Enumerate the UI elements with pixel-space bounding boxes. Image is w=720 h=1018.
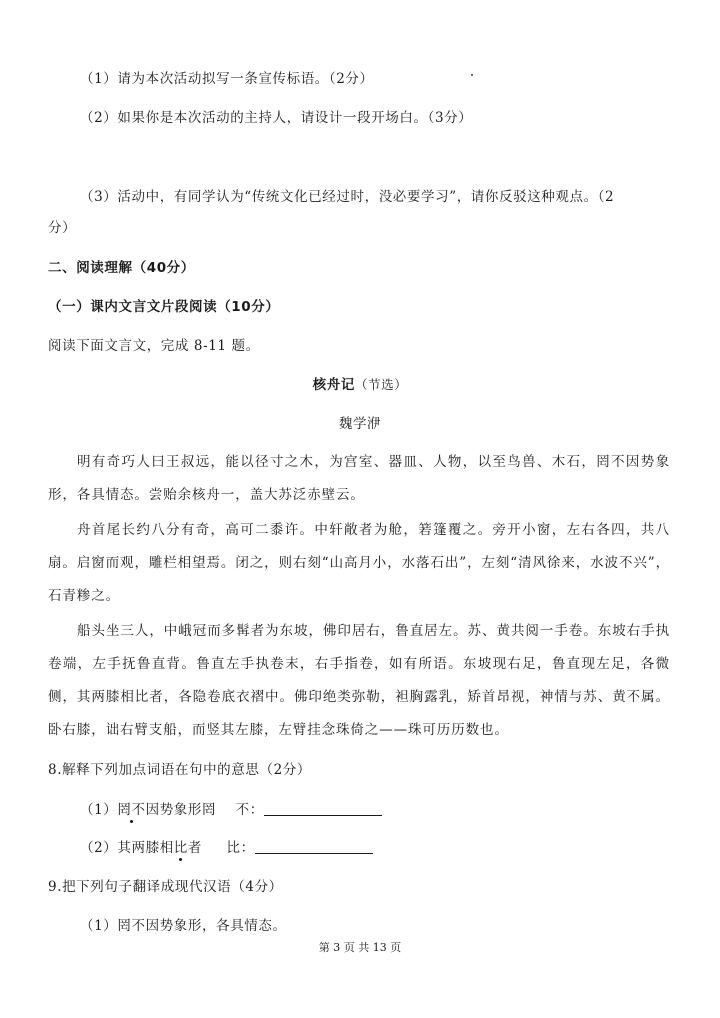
q8-item2-answer-blank[interactable] — [255, 839, 373, 854]
q8-item1-answer-blank[interactable] — [264, 801, 382, 816]
q8-item2-rest: 者 — [187, 840, 203, 856]
question-9-heading: 9.把下列句子翻译成现代汉语（4分） — [48, 879, 283, 895]
passage-paragraph-3: 船头坐三人，中峨冠而多髯者为东坡，佛印居右，鲁直居左。苏、黄共阅一手卷。东坡右手执卷端，左手抚鲁直背。鲁直左手执卷末，右手指卷，如有所语。东坡现右足，鲁直现左足，各微侧，其两膝相比者，各隐卷底衣褶中。佛印绝类弥勒，袒胸露乳，矫首昂视，神情与苏、黄不属。卧右膝，诎右臂支船，而竖其左膝，左臂挂念珠倚之——珠可历历数也。 — [48, 623, 670, 738]
question-9-item-1: （1）罔不因势象形，各具情态。 — [80, 918, 287, 934]
reading-instruction: 阅读下面文言文，完成 8-11 题。 — [48, 338, 260, 354]
q8-item2-dotted-word: 比 — [173, 840, 188, 856]
passage-paragraph-2: 舟首尾长约八分有奇，高可二黍许。中轩敞者为舱，箬篷覆之。旁开小窗，左右各四，共八扇。启窗而观，雕栏相望焉。闭之，则右刻“山高月小，水落石出”，左刻“清风徐来，水波不兴”，石青糁之。 — [48, 522, 670, 604]
q8-item2-prefix: （2）其两膝相 — [80, 840, 174, 856]
passage-author: 魏学洢 — [338, 416, 382, 432]
passage-title-text: 核舟记 — [312, 377, 355, 393]
q8-item2-label: 比： — [226, 840, 255, 856]
question-8-item-1 — [80, 800, 672, 820]
question-7-2: （2）如果你是本次活动的主持人，请设计一段开场白。（3分） — [80, 110, 473, 126]
passage-paragraph-1: 明有奇巧人曰王叔远，能以径寸之木，为宫室、器皿、人物，以至鸟兽、木石，罔不因势象形，各具情态。尝贻余核舟一，盖大苏泛赤壁云。 — [48, 454, 670, 503]
page-footer: 第 3 页 共 13 页 — [318, 941, 402, 954]
q8-item1-prefix: （1） — [80, 802, 118, 818]
question-7-3-line1: （3）活动中，有同学认为“传统文化已经过时，没必要学习”，请你反驳这种观点。（2 — [80, 189, 615, 205]
sub-section-heading: （一）课内文言文片段阅读（10分） — [48, 299, 280, 315]
q8-item1-dotted-word: 罔不 — [117, 802, 146, 818]
question-8-item-2 — [80, 838, 672, 858]
section-heading: 二、阅读理解（40分） — [48, 260, 195, 276]
q8-item1-rest: 因势象形罔 — [145, 802, 217, 818]
question-7-1: （1）请为本次活动拟写一条宣传标语。（2分） — [80, 71, 374, 87]
passage-title — [0, 375, 720, 395]
question-8-heading: 8.解释下列加点词语在句中的意思（2分） — [48, 762, 311, 778]
q8-item1-label: 不： — [235, 802, 264, 818]
passage-title-note: （节选） — [354, 377, 408, 392]
question-7-3-line2: 分） — [48, 220, 77, 236]
